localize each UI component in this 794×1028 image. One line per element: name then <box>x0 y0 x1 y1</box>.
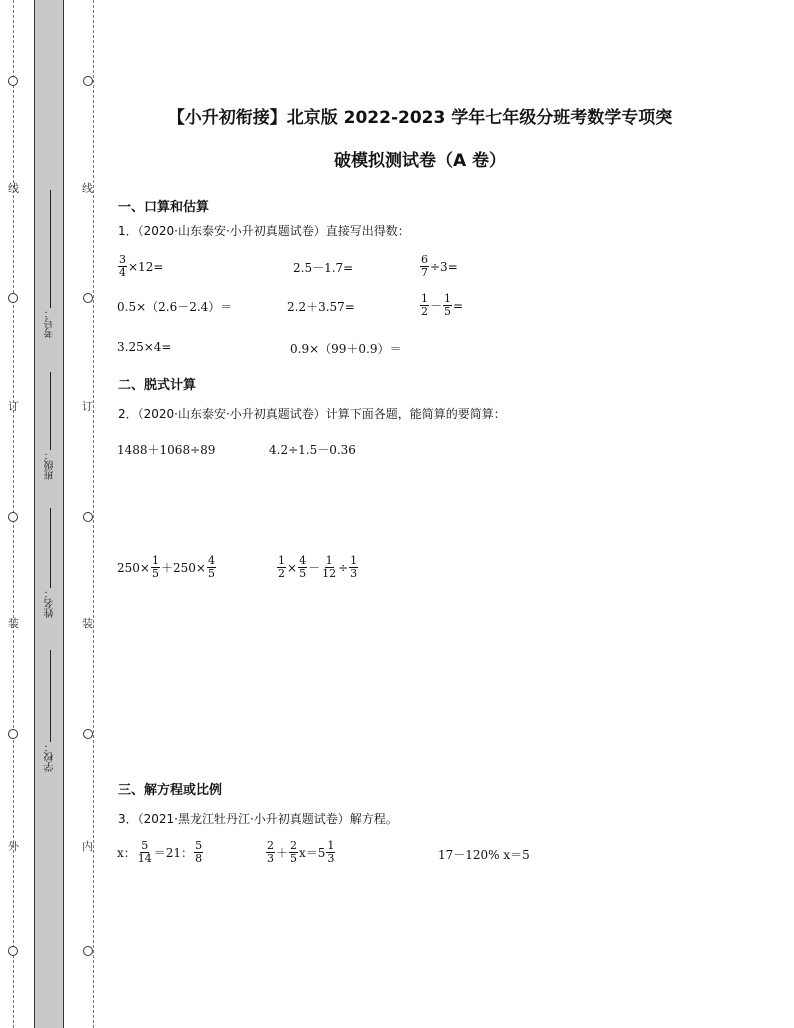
outer-hole <box>8 729 18 739</box>
inner-mark-bind: 装 <box>82 617 93 630</box>
expression: 3.25×4= <box>117 340 172 354</box>
inner-hole <box>83 293 93 303</box>
outer-hole <box>8 293 18 303</box>
outer-hole <box>8 76 18 86</box>
question-text: 3．（2021·黑龙江牡丹江·小升初真题试卷）解方程。 <box>118 812 398 826</box>
expression: $\frac{2}{3}$ ＋ $\frac{2}{5}$ x＝5 $\frac{1}{3}$ <box>267 839 335 865</box>
inner-mark-order: 订 <box>82 400 93 413</box>
fraction: $\frac{3}{4}$ <box>119 253 126 279</box>
class-label: 班级： <box>44 450 56 480</box>
class-field[interactable] <box>40 372 60 480</box>
inner-hole <box>83 512 93 522</box>
fraction: $\frac{1}{5}$ <box>151 554 159 580</box>
outer-mark-outside: 外 <box>8 840 19 853</box>
fraction: $\frac{5}{8}$ <box>195 839 203 865</box>
expression: $\frac{1}{2}$ × $\frac{4}{5}$ － $\frac{1}{12}$ ÷ $\frac{1}{3}$ <box>278 554 358 580</box>
inner-dashed-line <box>93 0 94 1028</box>
question-text: 2．（2020·山东泰安·小升初真题试卷）计算下面各题，能简算的要简算： <box>118 407 506 421</box>
section-heading: 一、口算和估算 <box>118 200 210 215</box>
fraction: $\frac{6}{7}$ <box>421 253 428 279</box>
expression: 17－120% x＝5 <box>438 848 530 862</box>
inner-hole <box>83 76 93 86</box>
section-heading: 二、脱式计算 <box>118 378 197 393</box>
fraction: $\frac{1}{2}$ <box>421 292 428 318</box>
inner-mark-line: 线 <box>82 182 93 195</box>
fraction: $\frac{4}{5}$ <box>299 554 307 580</box>
school-label: 学校： <box>44 742 56 772</box>
expression: x： $\frac{5}{14}$ ＝21： $\frac{5}{8}$ <box>117 839 203 865</box>
outer-mark-bind: 装 <box>8 617 19 630</box>
fraction: $\frac{1}{2}$ <box>278 554 285 580</box>
exam-number-field[interactable] <box>40 190 60 338</box>
fraction: $\frac{1}{12}$ <box>322 554 337 580</box>
name-field[interactable] <box>40 508 60 618</box>
fraction: $\frac{1}{3}$ <box>350 554 358 580</box>
expression: 4.2÷1.5－0.36 <box>269 443 356 457</box>
expression: $\frac{6}{7}$ ÷3= <box>421 253 458 279</box>
page-title: 【小升初衔接】北京版 2022-2023 学年七年级分班考数学专项突 <box>167 108 673 128</box>
expression: 250× $\frac{1}{5}$ ＋250× $\frac{4}{5}$ <box>117 554 215 580</box>
section-heading: 三、解方程或比例 <box>118 783 223 798</box>
expression: 1488＋1068÷89 <box>117 443 216 457</box>
page-title-line2: 破模拟测试卷（A 卷） <box>333 151 507 171</box>
question-text: 1．（2020·山东泰安·小升初真题试卷）直接写出得数： <box>118 224 410 238</box>
fraction: $\frac{2}{3}$ <box>267 839 274 865</box>
expression: $\frac{1}{2}$ － $\frac{1}{5}$ = <box>421 292 464 318</box>
outer-mark-order: 订 <box>8 400 19 413</box>
outer-hole <box>8 946 18 956</box>
expression: 2.5－1.7= <box>293 261 354 275</box>
school-field[interactable] <box>40 650 60 772</box>
outer-hole <box>8 512 18 522</box>
fraction: $\frac{1}{5}$ <box>444 292 452 318</box>
expression: 0.9×（99＋0.9）＝ <box>290 342 402 356</box>
expression: $\frac{3}{4}$ ×12= <box>119 253 164 279</box>
inner-hole <box>83 946 93 956</box>
expression: 0.5×（2.6－2.4）＝ <box>117 300 233 314</box>
fraction: $\frac{5}{14}$ <box>137 839 152 865</box>
name-label: 姓名： <box>44 588 56 618</box>
inner-hole <box>83 729 93 739</box>
expression: 2.2＋3.57= <box>287 300 355 314</box>
inner-mark-inside: 内 <box>82 840 93 853</box>
fraction: $\frac{2}{5}$ <box>290 839 298 865</box>
fraction: $\frac{4}{5}$ <box>207 554 215 580</box>
outer-mark-line: 线 <box>8 182 19 195</box>
exam-number-label: 考号： <box>44 308 56 338</box>
fraction: $\frac{1}{3}$ <box>327 839 335 865</box>
